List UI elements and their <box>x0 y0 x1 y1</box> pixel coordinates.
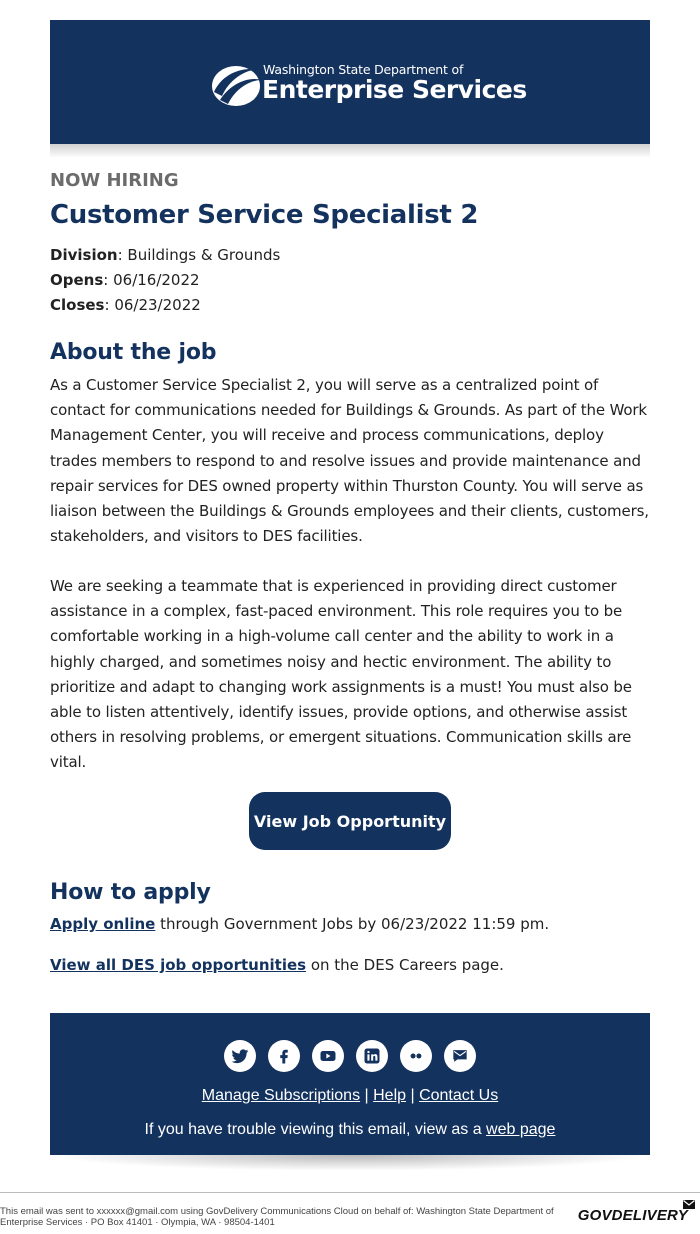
opens-row <box>50 268 650 293</box>
govdelivery-logo[interactable]: GOVDELIVERY <box>577 1207 688 1224</box>
footer <box>50 1013 650 1155</box>
govdelivery-bar <box>0 1192 700 1228</box>
closes-value: : 06/23/2022 <box>104 296 201 314</box>
manage-subscriptions-link[interactable]: Manage Subscriptions <box>201 1087 361 1104</box>
youtube-icon[interactable] <box>312 1040 344 1072</box>
about-paragraph-1: As a Customer Service Specialist 2, you will serve as a centralized point of contact for communications needed for Buildings & Grounds. As part of the Work Management Center, you will receive and process communications, deploy trades members to respond to and resolve issues and provide maintenance and repair services for DES owned property within Thurston County. You will serve as liaison between the Buildings & Grounds employees and their clients, customers, stakeholders, and visitors to DES facilities. <box>50 376 649 546</box>
contact-us-link[interactable]: Contact Us <box>419 1087 499 1104</box>
how-to-apply-heading: How to apply <box>50 880 211 905</box>
apply-online-line <box>50 913 549 935</box>
email-icon[interactable] <box>444 1040 476 1072</box>
social-icons <box>50 1040 650 1072</box>
view-all-jobs-text: on the DES Careers page. <box>306 956 504 974</box>
division-value: : Buildings & Grounds <box>117 246 281 264</box>
about-paragraph-2: We are seeking a teammate that is experienced in providing direct customer assistance in a complex, fast-paced environment. This role requires you to be comfortable working in a high-volume call center and the ability to work in a highly charged, and sometimes noisy and hectic environment. The ability to prioritize and adapt to changing work assignments is a must! You must also be able to listen attentively, identify issues, provide options, and otherwise assist others in resolving problems, or emergent situations. Communication skills are vital. <box>50 577 632 772</box>
facebook-icon[interactable] <box>268 1040 300 1072</box>
separator: | <box>360 1087 374 1104</box>
apply-online-text: through Government Jobs by 06/23/2022 11:59 pm. <box>155 915 550 933</box>
view-job-opportunity-button[interactable]: View Job Opportunity <box>249 792 451 850</box>
job-title: Customer Service Specialist 2 <box>50 200 479 230</box>
view-all-jobs-link[interactable]: View all DES job opportunities <box>50 956 307 974</box>
separator: | <box>406 1087 420 1104</box>
des-logo[interactable] <box>208 58 527 110</box>
header-shadow <box>50 144 650 158</box>
header-banner <box>50 20 650 144</box>
job-meta <box>50 243 650 318</box>
linkedin-icon[interactable] <box>356 1040 388 1072</box>
logo-subtitle: Washington State Department of <box>263 62 464 77</box>
division-row <box>50 243 650 268</box>
footer-links <box>50 1087 650 1105</box>
footer-shadow <box>50 1155 650 1171</box>
web-page-link[interactable]: web page <box>486 1121 556 1138</box>
apply-online-link[interactable]: Apply online <box>50 915 156 933</box>
des-swoosh-icon <box>208 58 264 110</box>
closes-row <box>50 293 650 318</box>
division-label: Division <box>50 246 118 264</box>
logo-title: Enterprise Services <box>262 75 527 104</box>
opens-value: : 06/16/2022 <box>103 271 200 289</box>
twitter-icon[interactable] <box>224 1040 256 1072</box>
closes-label: Closes <box>50 296 105 314</box>
all-jobs-line <box>50 954 504 976</box>
view-trouble-line <box>50 1121 650 1139</box>
trouble-text: If you have trouble viewing this email, view as a <box>144 1121 487 1138</box>
now-hiring-label: NOW HIRING <box>50 170 179 191</box>
email-disclaimer: This email was sent to xxxxxx@gmail.com using GovDelivery Communications Cloud on behalf of: Washington State Department of Enterprise Services · PO Box 41401 · Olympia, WA · 98504-1401 <box>0 1206 554 1228</box>
opens-label: Opens <box>50 271 104 289</box>
help-link[interactable]: Help <box>373 1087 407 1104</box>
about-heading: About the job <box>50 340 217 365</box>
flickr-icon[interactable] <box>400 1040 432 1072</box>
main-content <box>50 168 650 974</box>
